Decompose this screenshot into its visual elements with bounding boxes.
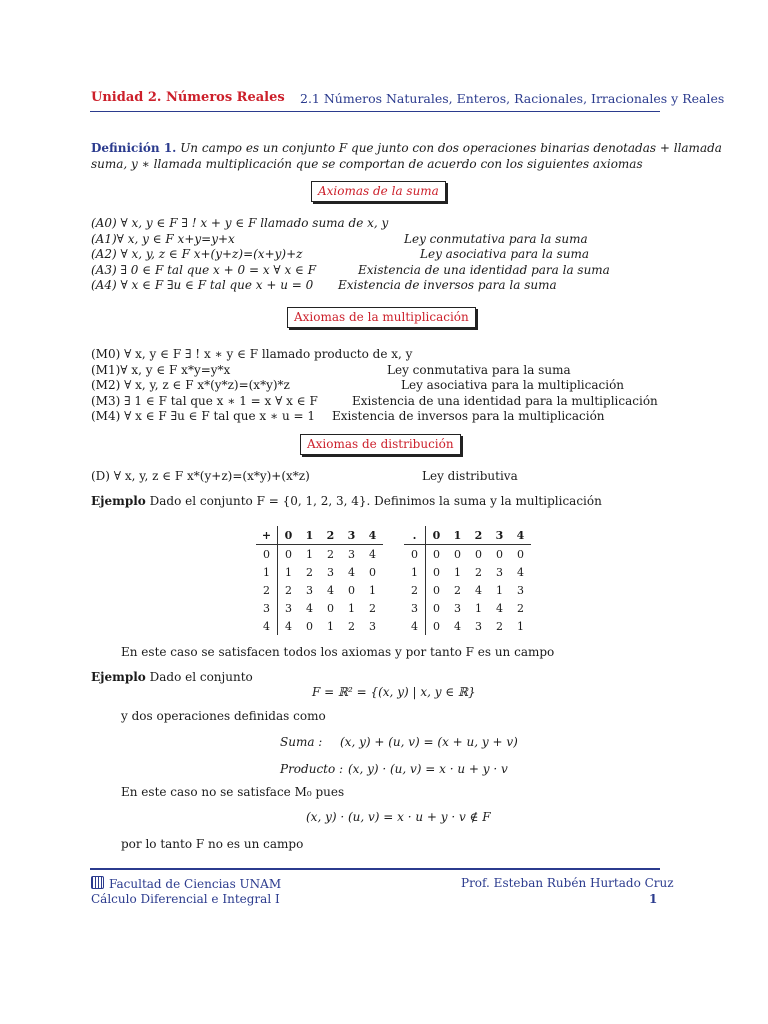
table-row [404,563,531,581]
table-cell: 1 [327,619,334,633]
sum-axioms-title: Axiomas de la suma [311,181,446,202]
table-cell: 2 [306,565,313,579]
axiom-formula: (M1)∀ x, y ∈ F x*y=y*x [91,362,231,377]
axiom-formula: (M2) ∀ x, y, z ∈ F x*(y*z)=(x*y)*z [91,378,290,393]
table-cell: 3 [327,565,334,579]
table-cell: 2 [517,601,524,615]
definition-line-2: suma, y ∗ llamada multiplicación que se comportan de acuerdo con los siguientes axiomas [91,157,643,171]
table-cell: 0 [433,619,440,633]
definition-label: Definición 1. [91,141,177,155]
table-cell: 4 [517,565,524,579]
example-2-text: Dado el conjunto [149,670,253,684]
table-cell: 0 [433,565,440,579]
sum-def-label: Suma : [280,735,323,749]
header-unit-title: Unidad 2. Números Reales [91,90,285,105]
table-column-header: 2 [320,526,341,545]
table-row [256,599,383,617]
prod-def: (x, y) · (u, v) = x · u + y · v [348,762,508,776]
axiom-law-name: Existencia de inversos para la suma [338,278,557,293]
table-cell: 4 [285,619,292,633]
example-2-conclusion: por lo tanto F no es un campo [121,837,304,851]
table-cell: 4 [475,583,482,597]
page-number: 1 [649,892,658,906]
table-cell: 3 [348,547,355,561]
table-row [404,599,531,617]
axiom-formula: (M3) ∃ 1 ∈ F tal que x ∗ 1 = x ∀ x ∈ F [91,393,318,408]
sum-def: (x, y) + (u, v) = (x + u, y + v) [340,735,518,749]
table-row-header: 3 [256,599,278,617]
table-cell: 2 [369,601,376,615]
table-row-header: 0 [256,545,278,564]
table-cell: 3 [369,619,376,633]
table-cell: 2 [496,619,503,633]
table-cell: 0 [517,547,524,561]
table-cell: 1 [517,619,524,633]
table-cell: 0 [348,583,355,597]
example-2-fail-text: En este caso no se satisface M₀ pues [121,785,345,799]
example-1-label: Ejemplo [91,494,146,508]
table-cell: 1 [348,601,355,615]
table-row [256,617,383,635]
table-cell: 1 [496,583,503,597]
table-cell: 1 [285,565,292,579]
table-header-row [256,526,383,545]
table-cell: 0 [433,583,440,597]
example-2 [91,670,253,684]
table-column-header: 0 [278,526,300,545]
header-rule [90,111,660,112]
mult-table [404,526,531,635]
table-cell: 1 [369,583,376,597]
table-cell: 3 [475,619,482,633]
mult-axioms-title: Axiomas de la multiplicación [287,307,476,328]
table-cell: 1 [475,601,482,615]
table-column-header: 0 [426,526,448,545]
dist-axioms-title: Axiomas de distribución [300,434,461,455]
axiom-formula: (D) ∀ x, y, z ∈ F x*(y+z)=(x*y)+(x*z) [91,469,310,483]
axiom-law-name: Ley conmutativa para la suma [404,231,588,246]
example-2-set-equation: F = ℝ² = {(x, y) | x, y ∈ ℝ} [312,685,476,699]
table-cell: 1 [454,565,461,579]
axiom-formula: (A0) ∀ x, y ∈ F ∃ ! x + y ∈ F llamado suma de x, y [91,216,389,230]
table-row-header: 2 [256,581,278,599]
definition-line-1 [91,141,722,155]
axiom-law-name: Existencia de inversos para la multiplicación [332,409,605,424]
table-cell: 3 [454,601,461,615]
table-cell: 0 [433,601,440,615]
footer-author: Prof. Esteban Rubén Hurtado Cruz [461,876,674,890]
table-row-header: 2 [404,581,426,599]
table-cell: 2 [285,583,292,597]
footer-faculty [91,876,281,891]
table-row-header: 4 [404,617,426,635]
table-header-row [404,526,531,545]
table-cell: 4 [369,547,376,561]
table-cell: 4 [454,619,461,633]
table-cell: 4 [348,565,355,579]
axiom-law-name: Ley conmutativa para la suma [387,362,571,377]
table-column-header: 1 [299,526,320,545]
prod-def-label: Producto : [280,762,344,776]
footer-course: Cálculo Diferencial e Integral I [91,892,280,906]
example-1 [91,494,602,508]
table-row [404,581,531,599]
table-row-header: 1 [404,563,426,581]
table-operator: . [404,526,426,545]
table-cell: 0 [327,601,334,615]
table-cell: 2 [348,619,355,633]
example-2-label: Ejemplo [91,670,146,684]
axiom-formula: (M4) ∀ x ∈ F ∃u ∈ F tal que x ∗ u = 1 [91,409,316,424]
table-cell: 0 [369,565,376,579]
example-2-fail-equation: (x, y) · (u, v) = x · u + y · v ∉ F [306,810,491,824]
axiom-law-name: Ley asociativa para la multiplicación [401,378,625,393]
example-1-text: Dado el conjunto F = {0, 1, 2, 3, 4}. Definimos la suma y la multiplicación [149,494,602,508]
table-column-header: 4 [362,526,383,545]
axiom-formula: (A2) ∀ x, y, z ∈ F x+(y+z)=(x+y)+z [91,247,303,262]
axiom-formula: (A4) ∀ x ∈ F ∃u ∈ F tal que x + u = 0 [91,278,314,293]
table-row-header: 0 [404,545,426,564]
table-row-header: 3 [404,599,426,617]
table-column-header: 4 [510,526,531,545]
table-cell: 2 [475,565,482,579]
table-row [256,563,383,581]
table-row-header: 4 [256,617,278,635]
table-column-header: 1 [447,526,468,545]
axiom-law-name: Existencia de una identidad para la multiplicación [352,393,658,408]
unam-logo-icon [91,876,104,889]
table-row [404,545,531,564]
table-column-header: 3 [341,526,362,545]
table-cell: 0 [475,547,482,561]
axiom-formula: (A1)∀ x, y ∈ F x+y=y+x [91,231,235,246]
footer-faculty-text: Facultad de Ciencias UNAM [109,877,282,891]
table-operator: + [256,526,278,545]
table-cell: 3 [496,565,503,579]
footer-rule [90,868,660,870]
table-cell: 1 [306,547,313,561]
table-column-header: 2 [468,526,489,545]
table-cell: 3 [306,583,313,597]
table-cell: 0 [285,547,292,561]
example-2-ops-intro: y dos operaciones definidas como [121,709,326,723]
table-row [256,581,383,599]
table-cell: 0 [433,547,440,561]
axiom-law-name: Ley asociativa para la suma [420,247,590,262]
table-column-header: 3 [489,526,510,545]
table-row-header: 1 [256,563,278,581]
header-section-title: 2.1 Números Naturales, Enteros, Racionales, Irracionales y Reales [300,91,725,106]
definition-text-1: Un campo es un conjunto F que junto con dos operaciones binarias denotadas + llamada [180,141,722,155]
table-cell: 0 [496,547,503,561]
axiom-formula: (A3) ∃ 0 ∈ F tal que x + 0 = x ∀ x ∈ F [91,262,317,277]
axiom-law-name: Existencia de una identidad para la suma [358,262,610,277]
table-cell: 2 [327,547,334,561]
table-cell: 4 [327,583,334,597]
table-cell: 4 [496,601,503,615]
table-cell: 4 [306,601,313,615]
table-row [404,617,531,635]
axiom-formula: (M0) ∀ x, y ∈ F ∃ ! x ∗ y ∈ F llamado producto de x, y [91,347,413,361]
sum-table [256,526,383,635]
axiom-law-name: Ley distributiva [422,469,518,483]
table-row [256,545,383,564]
table-cell: 0 [454,547,461,561]
example-1-conclusion: En este caso se satisfacen todos los axiomas y por tanto F es un campo [121,645,555,659]
table-cell: 2 [454,583,461,597]
table-cell: 3 [285,601,292,615]
table-cell: 3 [517,583,524,597]
table-cell: 0 [306,619,313,633]
